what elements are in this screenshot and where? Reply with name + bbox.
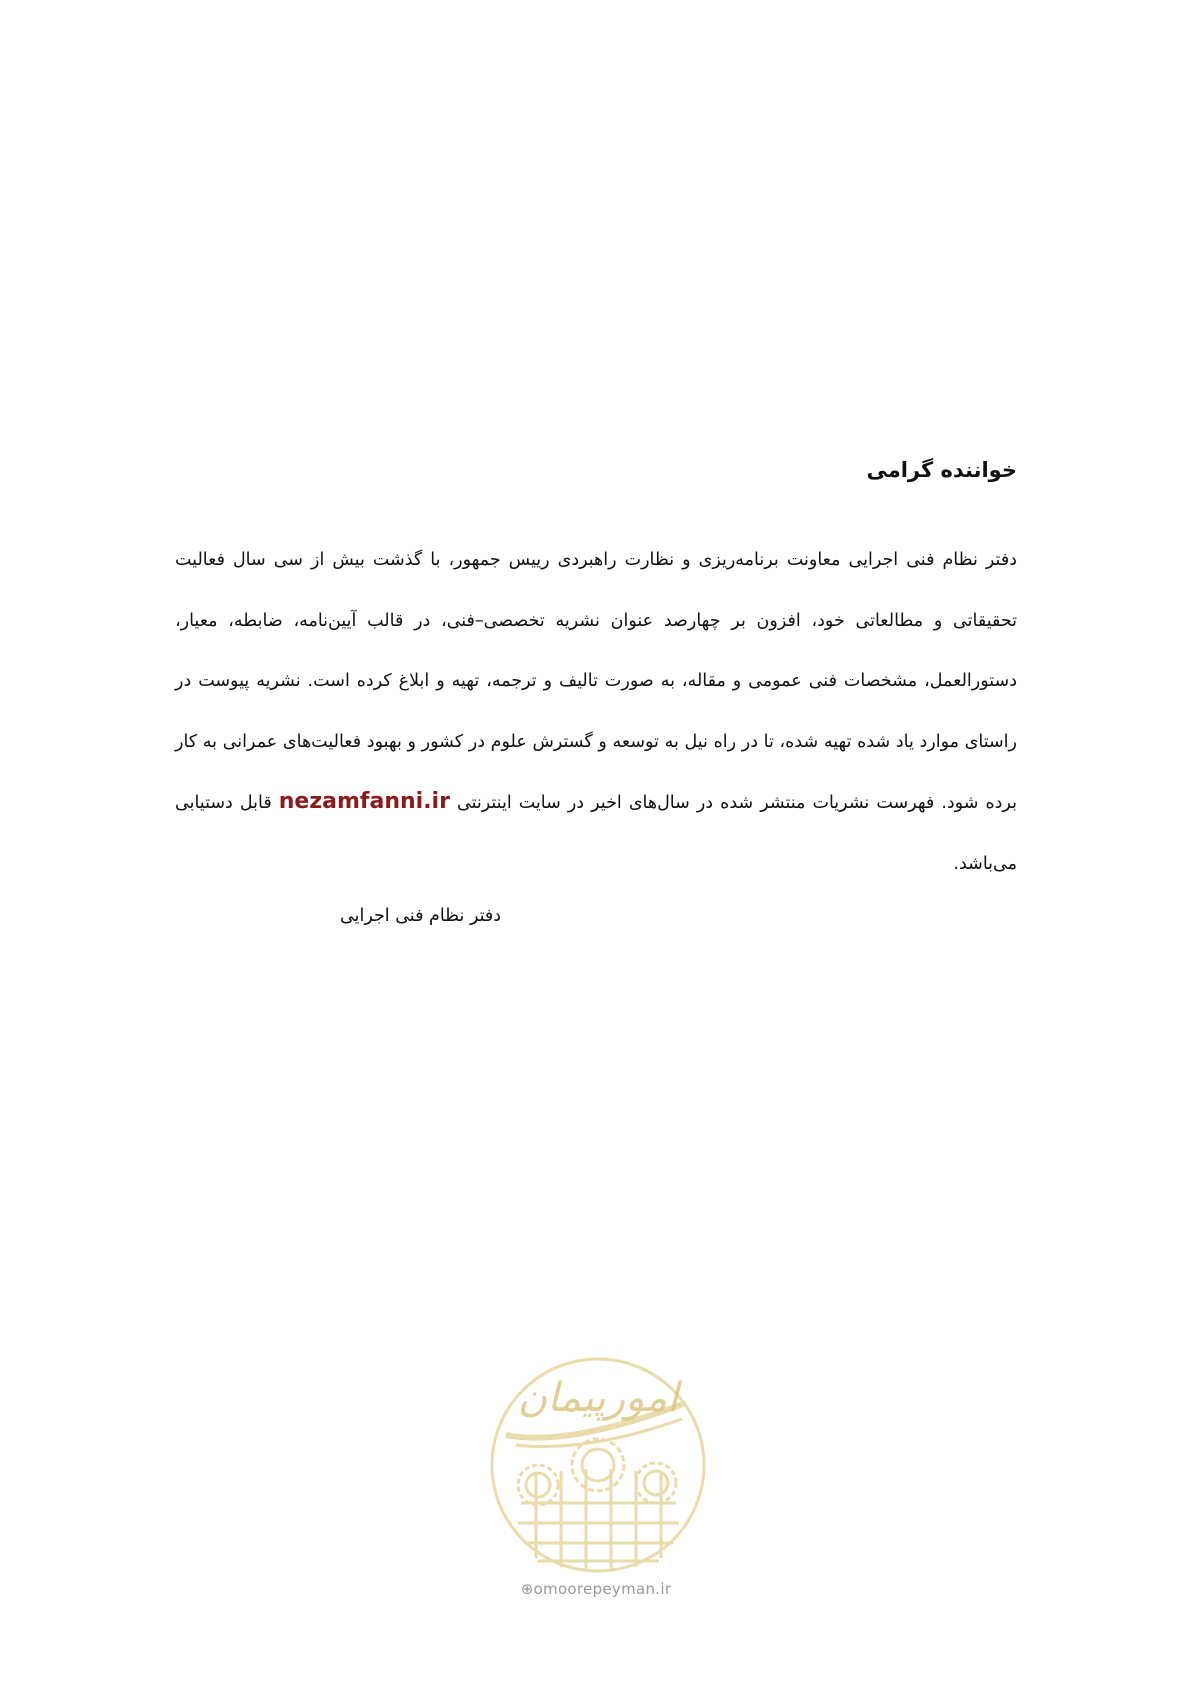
- website-link[interactable]: nezamfanni.ir: [278, 789, 450, 814]
- page-title: خواننده گرامی: [866, 458, 1017, 482]
- watermark-logo-text: امورپیمان: [517, 1375, 679, 1421]
- watermark-url: [496, 1580, 696, 1598]
- watermark-url-text: omoorepeyman.ir: [533, 1580, 672, 1598]
- watermark-seal-icon: [486, 1353, 710, 1577]
- signature: دفتر نظام فنی اجرایی: [340, 906, 502, 926]
- paragraph-text: دفتر نظام فنی اجرایی معاونت برنامه‌ریزی و نظارت راهبردی رییس جمهور، با گذشت بیش از سی سال فعالیت تحقیقاتی و مطالعاتی خود، افزون بر چهارصد عنوان نشریه تخصصی–فنی، در قالب آیین‌نامه، ضابطه، معیار، دستورالعمل، مشخصات فنی عمومی و مقاله، به صورت تالیف و ترجمه، تهیه و ابلاغ کرده است. نشریه پیوست در راستای موارد یاد شده تهیه شده، تا در راه نیل به توسعه و گسترش علوم در کشور و بهبود فعالیت‌های عمرانی به کار برده شود. فهرست نشریات منتشر شده در سال‌های اخیر در سایت اینترنتی: [175, 550, 1017, 813]
- watermark-logo: [486, 1353, 710, 1577]
- paragraph-closing: قابل دستیابی می‌باشد.: [175, 793, 1017, 874]
- globe-icon: ⊕: [520, 1580, 534, 1598]
- body-paragraph: [175, 530, 1017, 894]
